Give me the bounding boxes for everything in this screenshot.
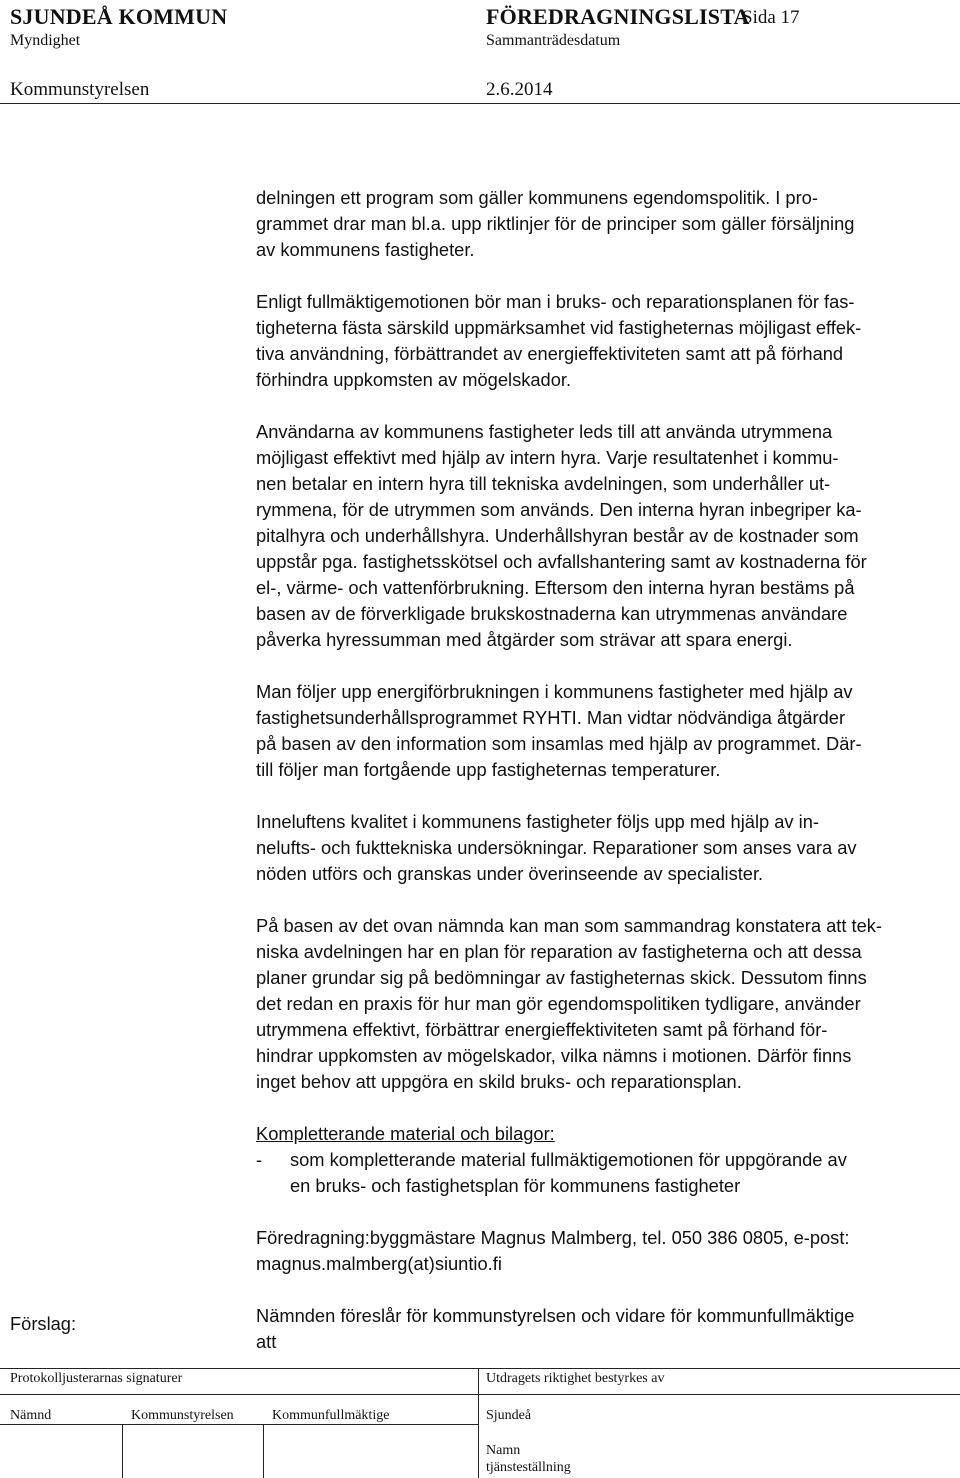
presenter-section [256, 1225, 956, 1277]
footer-mid-rule [0, 1394, 960, 1395]
paragraph [256, 185, 956, 263]
proposal-line: Nämnden föreslår för kommunstyrelsen och vidare för kommunfullmäktige [256, 1305, 855, 1326]
attachments-heading: Kompletterande material och bilagor: [256, 1123, 555, 1144]
footer-col-board-exec: Kommunstyrelsen [131, 1408, 234, 1423]
paragraph-line: basen av de förverkligade brukskostnaderna kan utrymmenas användare [256, 603, 848, 624]
meeting-date: 2.6.2014 [486, 79, 553, 100]
paragraph [256, 913, 956, 1095]
attachment-line: som kompletterande material fullmäktigemotionen för uppgörande av [290, 1149, 847, 1170]
paragraph-line: På basen av det ovan nämnda kan man som sammandrag konstatera att tek- [256, 915, 882, 936]
footer-col-council: Kommunfullmäktige [272, 1408, 390, 1423]
paragraph [256, 419, 956, 653]
footer-top-rule [0, 1368, 960, 1369]
paragraph-line: pitalhyra och underhållshyra. Underhållshyran består av de kostnader som [256, 525, 859, 546]
document-body [256, 185, 956, 1355]
footer-title-label: tjänsteställning [486, 1460, 571, 1475]
paragraph [256, 289, 956, 393]
footer-name-label: Namn [486, 1443, 521, 1458]
paragraph-line: möjligast effektivt med hjälp av intern hyra. Varje resultatenhet i kommu- [256, 447, 839, 468]
attachments-section [256, 1121, 956, 1199]
footer-col-board: Nämnd [10, 1408, 52, 1423]
proposal-section [256, 1303, 956, 1355]
presenter-line: magnus.malmberg(at)siuntio.fi [256, 1253, 502, 1274]
paragraph-line: rymmena, för de utrymmen som används. Den interna hyran inbegriper ka- [256, 499, 862, 520]
paragraph-line: av kommunens fastigheter. [256, 239, 475, 260]
paragraph-line: fastighetsunderhållsprogrammet RYHTI. Man vidtar nödvändiga åtgärder [256, 707, 846, 728]
paragraph-line: på basen av den information som insamlas med hjälp av programmet. Där- [256, 733, 862, 754]
paragraph-line: hindrar uppkomsten av mögelskador, vilka nämns i motionen. Därför finns [256, 1045, 852, 1066]
body-paragraphs [256, 185, 956, 1095]
paragraph-line: nelufts- och fukttekniska undersökningar. Reparationer som anses vara av [256, 837, 857, 858]
proposal-label: Förslag: [10, 1313, 77, 1334]
paragraph-line: Enligt fullmäktigemotionen bör man i bruks- och reparationsplanen för fas- [256, 291, 855, 312]
paragraph-line: Inneluftens kvalitet i kommunens fastigheter följs upp med hjälp av in- [256, 811, 819, 832]
proposal-line: att [256, 1331, 277, 1352]
authority-label: Myndighet [10, 32, 81, 49]
footer-col-municipality: Sjundeå [486, 1408, 532, 1423]
signatures-label: Protokolljusterarnas signaturer [10, 1371, 183, 1386]
paragraph [256, 679, 956, 783]
document-type: FÖREDRAGNINGSLISTA [486, 4, 750, 29]
paragraph-line: planer grundar sig på bedömningar av fastigheternas skick. Dessutom finns [256, 967, 867, 988]
presenter-line: Föredragning:byggmästare Magnus Malmberg, tel. 050 386 0805, e-post: [256, 1227, 850, 1248]
paragraph-line: nen betalar en intern hyra till tekniska avdelningen, som underhåller ut- [256, 473, 831, 494]
paragraph-line: el-, värme- och vattenförbrukning. Eftersom den interna hyran bestäms på [256, 577, 855, 598]
paragraph-line: det redan en praxis för hur man gör egendomspolitiken tydligare, använder [256, 993, 861, 1014]
footer-col-divider [122, 1424, 123, 1478]
page-number: Sida 17 [742, 7, 800, 28]
paragraph-line: inget behov att uppgöra en skild bruks- och reparationsplan. [256, 1071, 742, 1092]
attachment-item [256, 1147, 956, 1199]
paragraph-line: till följer man fortgående upp fastigheternas temperaturer. [256, 759, 721, 780]
paragraph-line: delningen ett program som gäller kommunens egendomspolitik. I pro- [256, 187, 818, 208]
attachment-line: en bruks- och fastighetsplan för kommunens fastigheter [290, 1175, 741, 1196]
paragraph-line: uppstår pga. fastighetsskötsel och avfallshantering samt av kostnaderna för [256, 551, 867, 572]
meeting-date-label: Sammanträdesdatum [486, 32, 621, 49]
paragraph-line: tigheterna fästa särskild uppmärksamhet vid fastigheternas möjligast effek- [256, 317, 862, 338]
paragraph-line: niska avdelningen har en plan för reparation av fastigheterna och att dessa [256, 941, 862, 962]
paragraph-line: nöden utförs och granskas under överinseende av specialister. [256, 863, 764, 884]
paragraph-line: förhindra uppkomsten av mögelskador. [256, 369, 572, 390]
certified-label: Utdragets riktighet bestyrkes av [486, 1371, 665, 1386]
org-name: SJUNDEÅ KOMMUN [10, 4, 228, 29]
attachment-dash: - [256, 1149, 263, 1170]
paragraph-line: Användarna av kommunens fastigheter leds till att använda utrymmena [256, 421, 833, 442]
paragraph-line: Man följer upp energiförbrukningen i kommunens fastigheter med hjälp av [256, 681, 853, 702]
paragraph-line: påverka hyressumman med åtgärder som strävar att spara energi. [256, 629, 793, 650]
paragraph-line: tiva användning, förbättrandet av energieffektiviteten samt att på förhand [256, 343, 844, 364]
paragraph-line: grammet drar man bl.a. upp riktlinjer för de principer som gäller försäljning [256, 213, 855, 234]
footer-divider [478, 1368, 479, 1478]
header-rule [0, 103, 960, 104]
authority: Kommunstyrelsen [10, 79, 150, 100]
paragraph [256, 809, 956, 887]
footer-cell-rule [0, 1424, 478, 1425]
footer-col-divider [263, 1424, 264, 1478]
paragraph-line: utrymmena effektivt, förbättrar energieffektiviteten samt på förhand för- [256, 1019, 828, 1040]
